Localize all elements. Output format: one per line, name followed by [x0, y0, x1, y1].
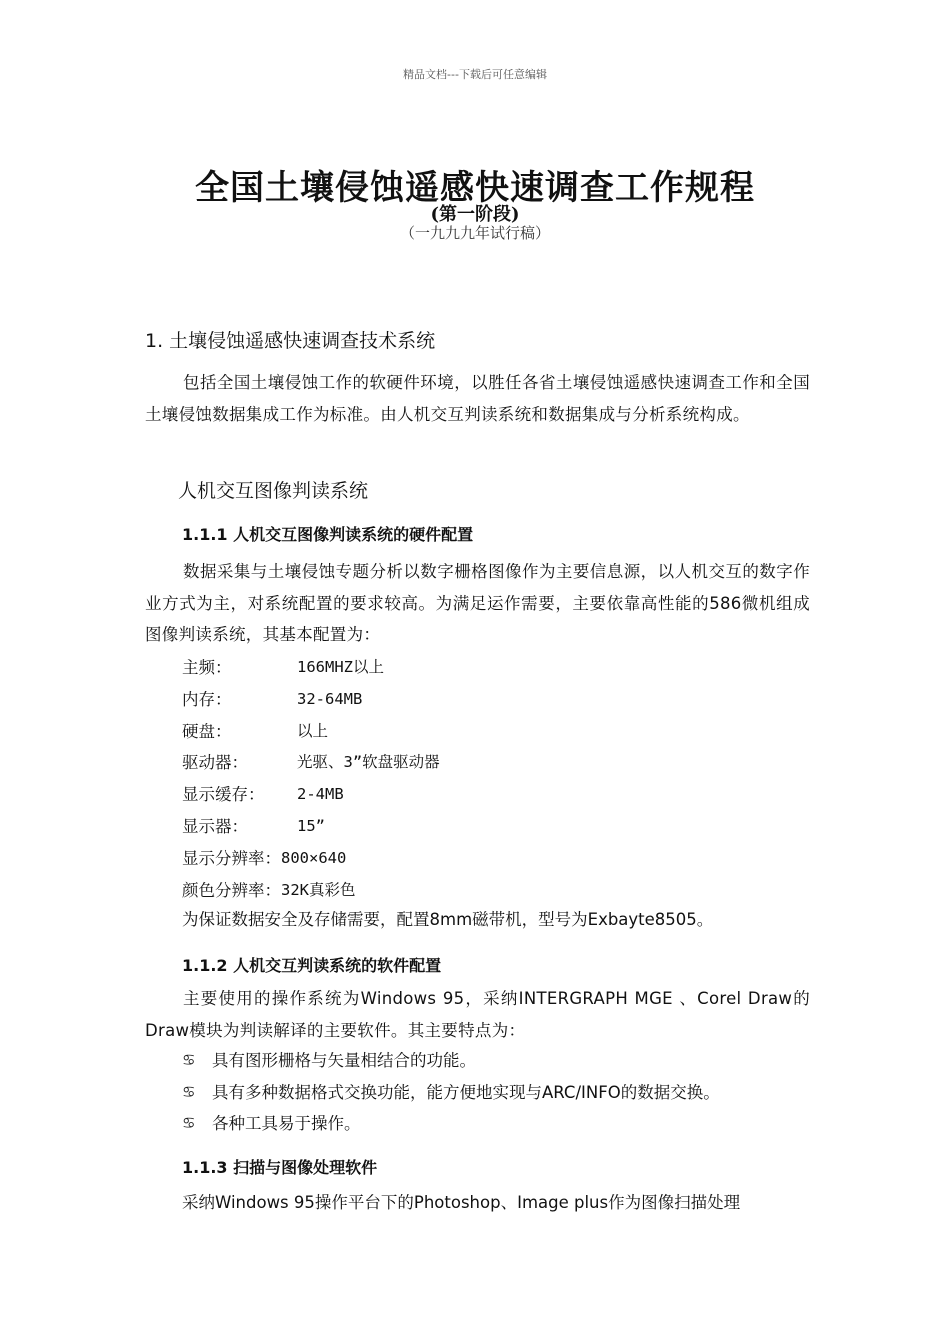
- spec-row: [182, 652, 802, 684]
- list-item-text: 各种工具易于操作。: [212, 1114, 361, 1133]
- spec-row: [182, 779, 802, 811]
- spec-label: 颜色分辨率：: [182, 880, 281, 900]
- spec-label: 显示器：: [182, 816, 248, 836]
- spec-label: 硬盘：: [182, 721, 232, 741]
- spec-row: [182, 716, 802, 748]
- spec-value: 2-4MB: [297, 785, 344, 804]
- cancer-symbol-bullet-icon: ♋: [182, 1082, 196, 1101]
- spec-label: 显示分辨率：: [182, 848, 281, 868]
- spec-row: [182, 811, 802, 843]
- section-1-1-3-heading: 1.1.3 扫描与图像处理软件: [182, 1158, 378, 1177]
- list-item: [182, 1045, 812, 1077]
- hardware-spec-list: [182, 652, 802, 906]
- list-item-text: 具有图形栅格与矢量相结合的功能。: [212, 1051, 476, 1070]
- list-item: [182, 1077, 812, 1109]
- spec-value: 以上: [297, 721, 329, 740]
- cancer-symbol-bullet-icon: ♋: [182, 1114, 196, 1132]
- spec-row: [182, 875, 802, 907]
- spec-value: 光驱、3”软盘驱动器: [297, 753, 440, 772]
- spec-label: 驱动器：: [182, 753, 248, 773]
- cancer-symbol-bullet-icon: ♋: [182, 1051, 196, 1069]
- section-1-1-2-body: 主要使用的操作系统为Windows 95，采纳INTERGRAPH MGE 、Corel Draw的Draw模块为判读解译的主要软件。其主要特点为：: [145, 989, 810, 1040]
- list-item: [182, 1108, 812, 1140]
- spec-value: 15”: [297, 816, 325, 835]
- spec-label: 主频：: [182, 658, 232, 677]
- section-1-heading: 1. 土壤侵蚀遥感快速调查技术系统: [145, 330, 436, 352]
- software-feature-list: [182, 1045, 812, 1140]
- document-subtitle: (第一阶段): [430, 204, 520, 225]
- page-header-note: 精品文档---下载后可任意编辑: [403, 68, 547, 81]
- section-1-1-2-heading: 1.1.2 人机交互判读系统的软件配置: [182, 956, 442, 975]
- spec-value: 800×640: [281, 848, 347, 867]
- section-1-1-heading: 人机交互图像判读系统: [178, 480, 369, 502]
- spec-value: 32K真彩色: [281, 880, 356, 899]
- spec-label: 显示缓存：: [182, 785, 265, 805]
- spec-value: 166MHZ以上: [297, 658, 384, 676]
- spec-row: [182, 843, 802, 875]
- spec-row: [182, 684, 802, 716]
- spec-value: 32-64MB: [297, 689, 363, 708]
- tape-drive-note: 为保证数据安全及存储需要，配置8mm磁带机，型号为Exbayte8505。: [182, 910, 714, 929]
- section-1-1-3-body: 采纳Windows 95操作平台下的Photoshop、Image plus作为图像扫描处理: [182, 1193, 741, 1212]
- spec-row: [182, 747, 802, 779]
- document-title: 全国土壤侵蚀遥感快速调查工作规程: [195, 168, 755, 208]
- section-1-1-1-body: 数据采集与土壤侵蚀专题分析以数字栅格图像作为主要信息源，以人机交互的数字作业方式为主，对系统配置的要求较高。为满足运作需要，主要依靠高性能的586微机组成图像判读系统，其基本配置为：: [145, 562, 810, 644]
- section-1-body: 包括全国土壤侵蚀工作的软硬件环境，以胜任各省土壤侵蚀遥感快速调查工作和全国土壤侵蚀数据集成工作为标准。由人机交互判读系统和数据集成与分析系统构成。: [145, 373, 810, 424]
- spec-label: 内存：: [182, 689, 232, 709]
- list-item-text: 具有多种数据格式交换功能，能方便地实现与ARC/INFO的数据交换。: [212, 1082, 720, 1102]
- document-draft-note: （一九九九年试行稿）: [399, 224, 550, 242]
- section-1-1-1-heading: 1.1.1 人机交互图像判读系统的硬件配置: [182, 525, 474, 544]
